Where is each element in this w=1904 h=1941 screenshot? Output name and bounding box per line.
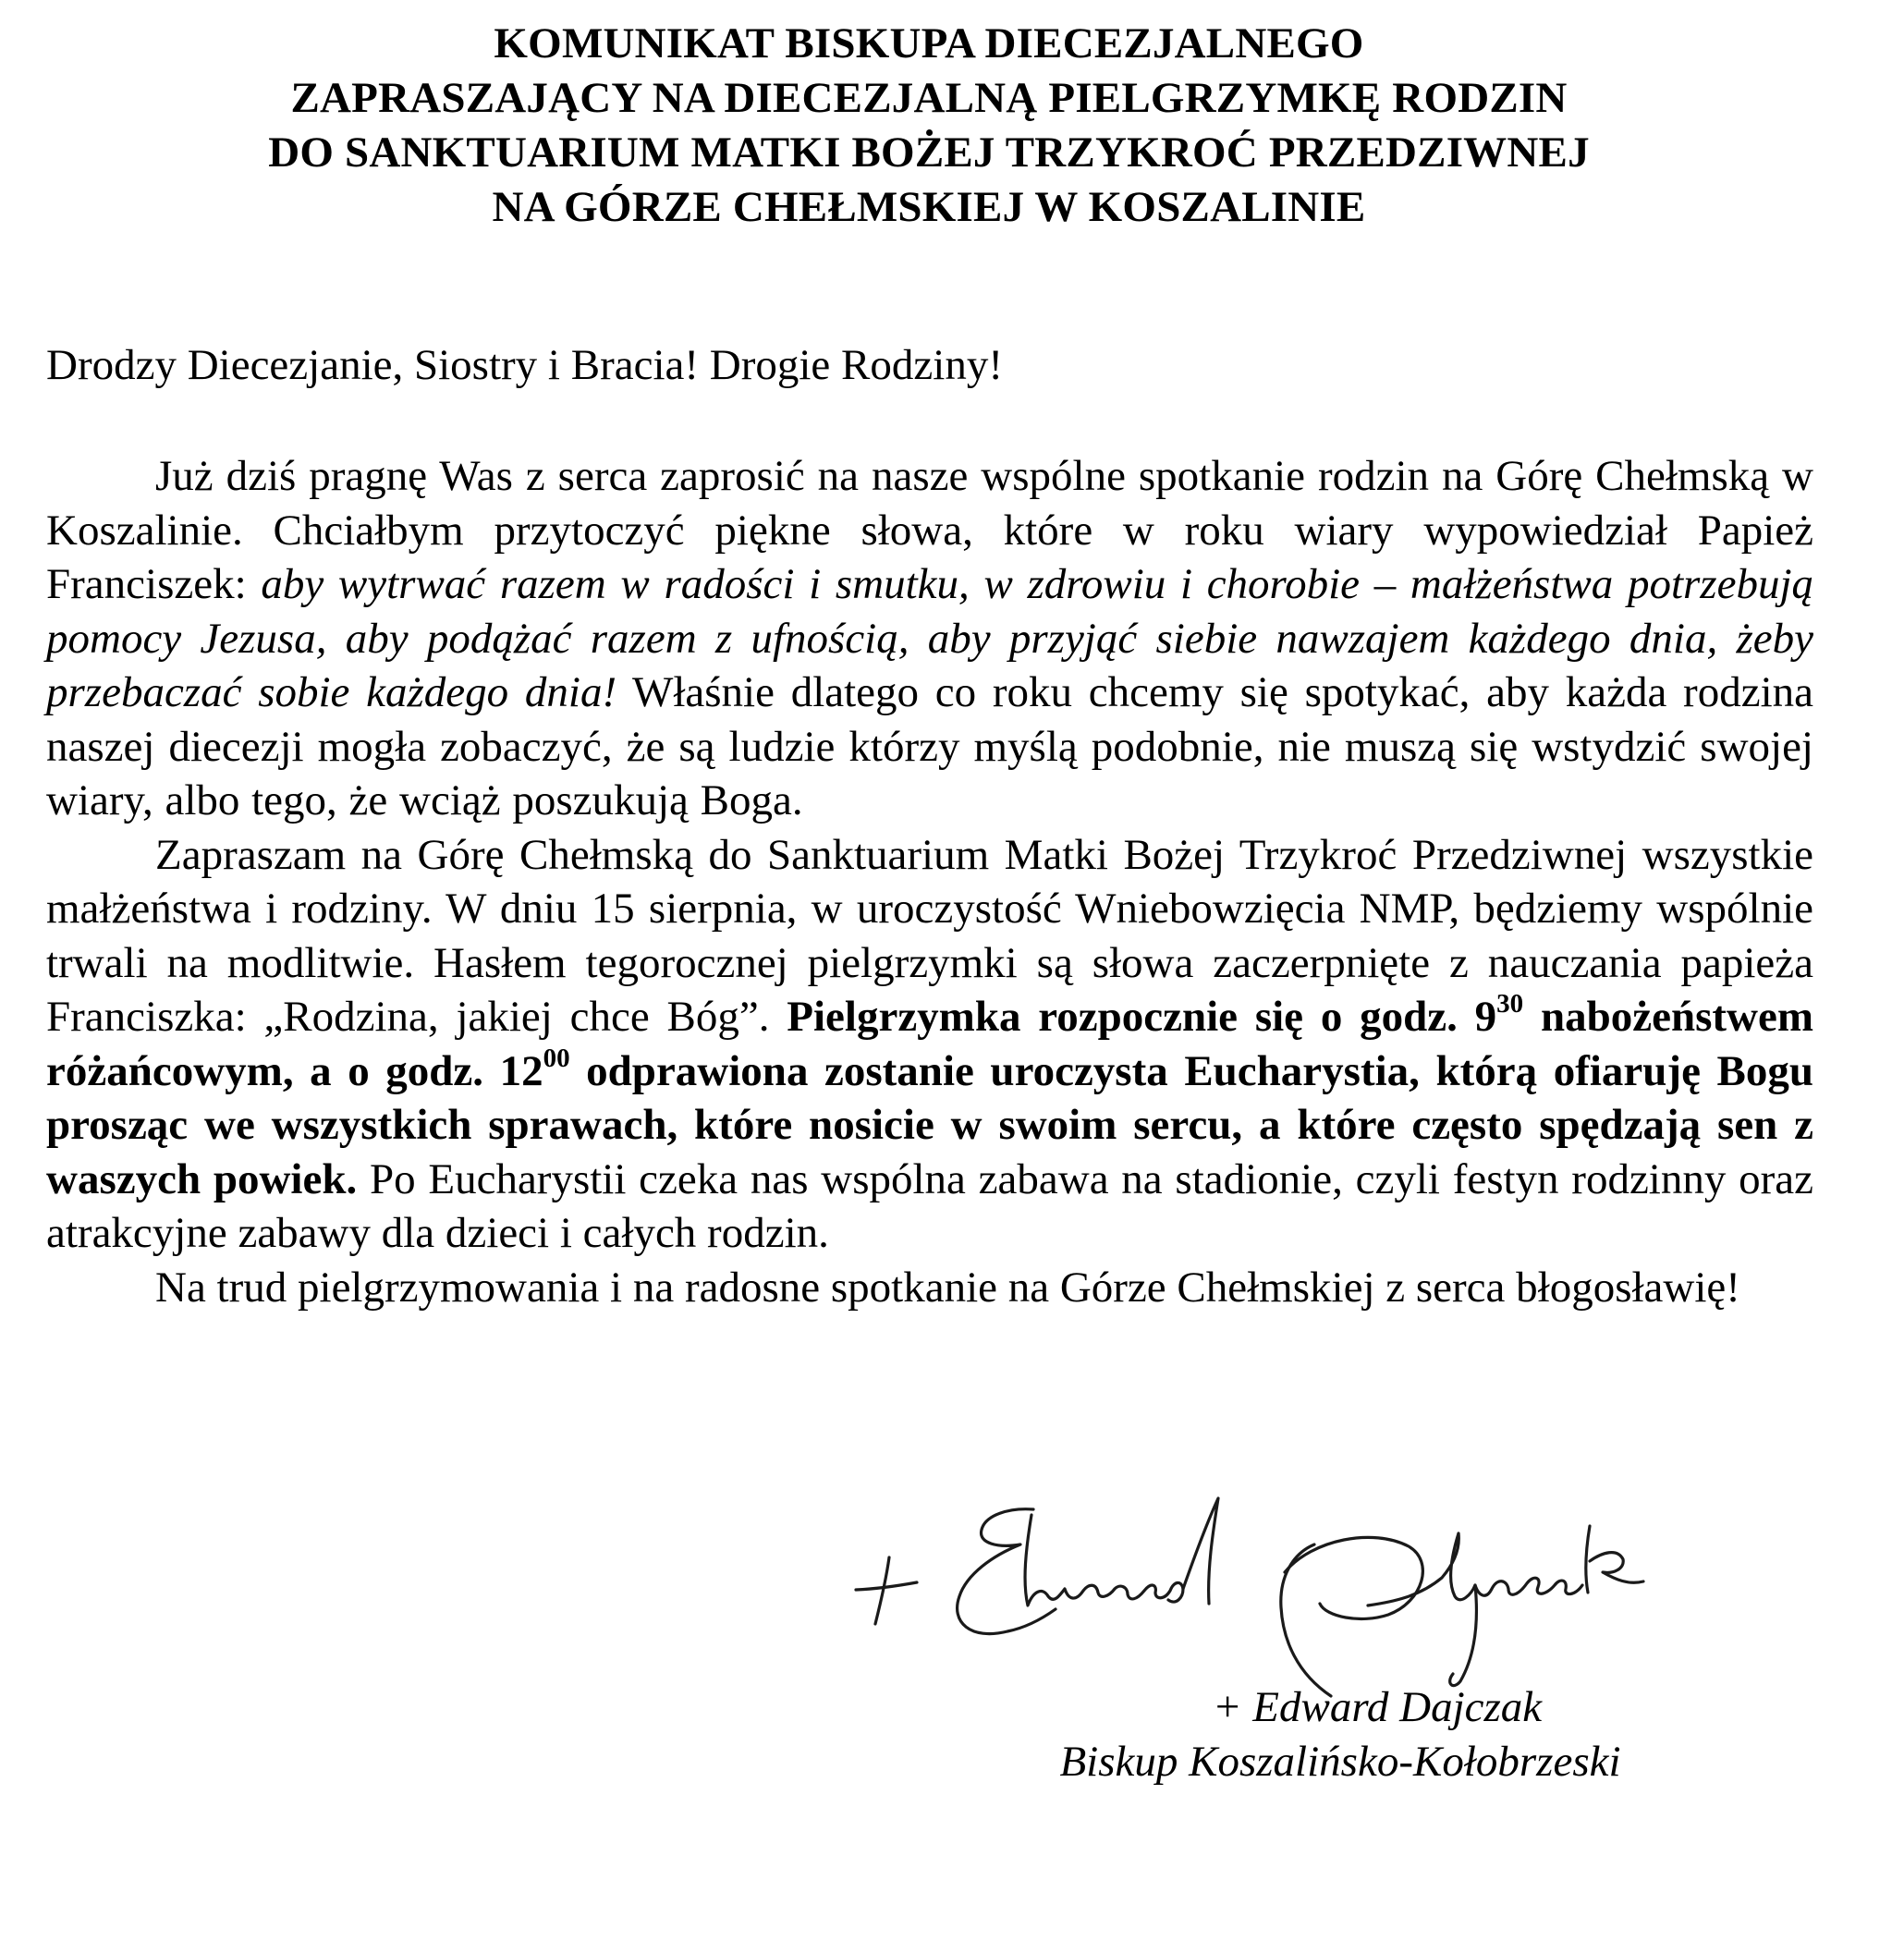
signature-cross-stroke	[875, 1557, 889, 1624]
greeting: Drodzy Diecezjanie, Siostry i Bracia! Drogie Rodziny!	[46, 341, 1003, 389]
paragraph-1-rest: Właśnie dlatego co roku chcemy się spotykać, aby każda rodzina naszej diecezji mogła zobaczyć, że są ludzie którzy myślą podobnie, nie muszą się wstydzić swojej wiary, albo tego, że wciąż poszukują Boga.	[46, 668, 1813, 824]
paragraph-1	[46, 449, 1813, 828]
title-line-2: ZAPRASZAJĄCY NA DIECEZJALNĄ PIELGRZYMKĘ RODZIN	[290, 74, 1568, 122]
title-line-3: DO SANKTUARIUM MATKI BOŻEJ TRZYKROĆ PRZEDZIWNEJ	[268, 128, 1590, 177]
signature-letter-d-ascender	[1183, 1498, 1218, 1604]
title-line-1: KOMUNIKAT BISKUPA DIECEZJALNEGO	[494, 19, 1364, 67]
signature-cross-stroke	[856, 1582, 917, 1590]
paragraph-3: Na trud pielgrzymowania i na radosne spotkanie na Górze Chełmskiej z serca błogosławię!	[155, 1263, 1740, 1312]
time-1-minutes: 30	[1496, 989, 1524, 1019]
signature-final-k	[1586, 1526, 1643, 1593]
time-2-minutes: 00	[543, 1043, 570, 1073]
paragraph-2-rest: Po Eucharystii czeka nas wspólna zabawa na stadionie, czyli festyn rodzinny oraz atrakcyjne zabawy dla dzieci i całych rodzin.	[46, 1154, 1813, 1257]
signer-name: + Edward Dajczak	[1212, 1683, 1543, 1731]
document-title	[0, 17, 1858, 235]
signer-office: Biskup Koszalińsko-Kołobrzeski	[1059, 1738, 1621, 1786]
paragraph-2-intro: Zapraszam na Górę Chełmską do Sanktuarium Matki Bożej Trzykroć Przedziwnej wszystkie małżeństwa i rodziny. W dniu 15 sierpnia, w uroczystość Wniebowzięcia NMP, będziemy wspólnie trwali na modlitwie. Hasłem tegorocznej pielgrzymki są słowa zaczerpnięte z nauczania papieża Franciszka: „Rodzina, jakiej chce Bóg”.	[46, 830, 1813, 1041]
signer-block	[924, 1680, 1756, 1789]
title-line-4: NA GÓRZE CHEŁMSKIEJ W KOSZALINIE	[492, 183, 1366, 231]
schedule-text-c: odprawiona zostanie uroczysta Eucharystia, którą ofiaruję Bogu prosząc we wszystkich sprawach, które nosicie w swoim sercu, a które często spędzają sen z waszych powiek.	[46, 1046, 1813, 1203]
signature-letters-dward	[1025, 1515, 1183, 1605]
paragraph-1-intro: Już dziś pragnę Was z serca zaprosić na nasze wspólne spotkanie rodzin na Górę Chełmską w Koszalinie. Chciałbym przytoczyć piękne słowa, które w roku wiary wypowiedział Papież Franciszek:	[46, 452, 1813, 608]
schedule-text-b: nabożeństwem różańcowym, a o godz. 12	[46, 993, 1813, 1095]
letter-body	[46, 449, 1813, 1314]
handwritten-signature	[850, 1493, 1738, 1705]
signature-letter-e	[958, 1509, 1056, 1634]
schedule-text-a: Pielgrzymka rozpocznie się o godz. 9	[787, 993, 1497, 1041]
pope-quote: aby wytrwać razem w radości i smutku, w zdrowiu i chorobie – małżeństwa potrzebują pomocy Jezusa, aby podążać razem z ufnością, aby przyjąć siebie nawzajem każdego dnia, żeby przebaczać sobie każdego dnia!	[46, 560, 1813, 716]
paragraph-2	[46, 828, 1813, 1261]
